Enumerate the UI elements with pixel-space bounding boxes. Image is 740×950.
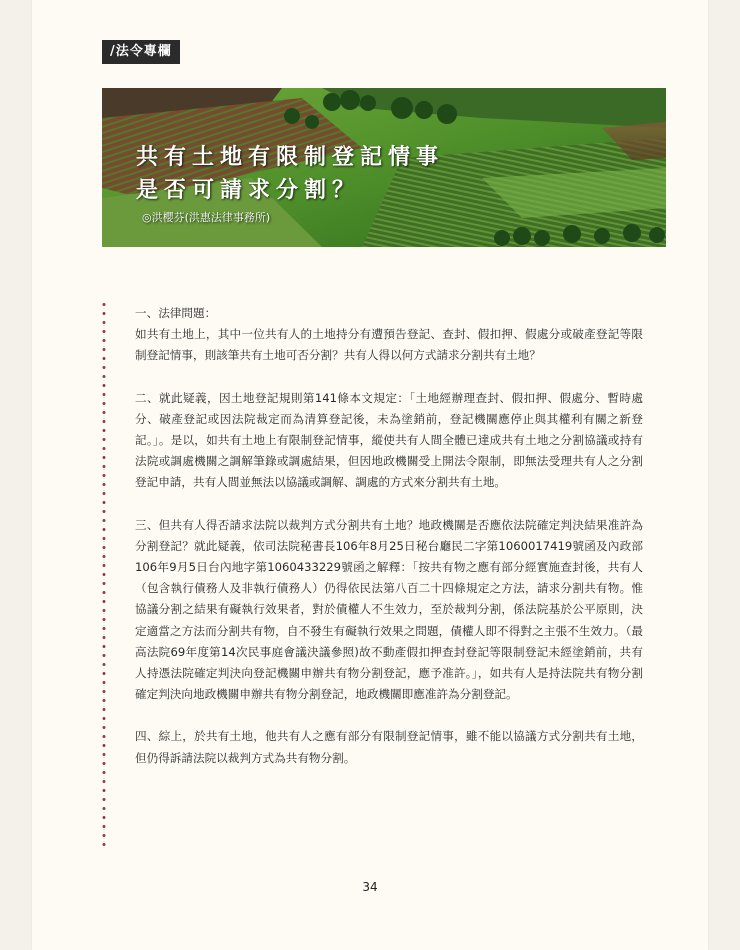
section-one-heading: 一、法律問題： [135, 306, 217, 320]
decorative-dotted-line [102, 300, 106, 848]
section-one-text: 如共有土地上，其中一位共有人的土地持分有遭預告登記、查封、假扣押、假處分或破產登記等限制登記情事，則該筆共有土地可否分割？共有人得以何方式請求分割共有土地？ [135, 327, 643, 363]
section-one [135, 303, 643, 367]
author-credit: ◎洪櫻芬(洪惠法律事務所) [142, 211, 271, 224]
document-page [32, 0, 708, 950]
section-three: 三、但共有人得否請求法院以裁判方式分割共有土地？地政機關是否應依法院確定判決結果准許為分割登記？就此疑義，依司法院秘書長106年8月25日秘台廳民二字第1060017419號函及內政部106年9月5日台內地字第1060433229號函之解釋：「按共有物之應有部分經實施查封後，共有人 （包含執行債務人及非執行債務人）仍得依民法第八百二十四條規定之方法，請求分割共有物。惟協議分割之結果有礙執行效果者，對於債權人不生效力，至於裁判分割，係法院基於公平原則，決定適當之方法而分割共有物，自不發生有礙執行效果之問題，債權人即不得對之主張不生效力。（最高法院69年度第14次民事庭會議決議參照)故不動產假扣押查封登記等限制登記未經塗銷前，共有人持憑法院確定判決向登記機關申辦共有物分割登記，應予准許。」，如共有人是持法院共有物分割確定判決向地政機關申辦共有物分割登記，地政機關即應准許為分割登記。 [135, 517, 643, 702]
banner-title-line2: 是否可請求分割？ [136, 178, 361, 203]
page-number: 34 [362, 880, 378, 894]
section-tag: /法令專欄 [102, 40, 180, 64]
header-banner [102, 88, 666, 247]
section-four: 四、綜上，於共有土地，他共有人之應有部分有限制登記情事，雖不能以協議方式分割共有土地，但仍得訴請法院以裁判方式為共有物分割。 [135, 729, 643, 765]
section-two: 二、就此疑義，因土地登記規則第141條本文規定：「土地經辦理查封、假扣押、假處分、暫時處分、破產登記或因法院裁定而為清算登記後，未為塗銷前，登記機關應停止與其權利有關之新登記。」。是以，如共有土地上有限制登記情事，縱使共有人間全體已達成共有土地之分割協議或持有法院或調處機關之調解筆錄或調處結果，但因地政機關受上開法令限制，即無法受理共有人之分割登記申請，共有人間並無法以協議或調解、調處的方式來分割共有土地。 [135, 390, 643, 490]
banner-title-line1: 共有土地有限制登記情事 [136, 145, 445, 170]
article-body [135, 303, 643, 790]
